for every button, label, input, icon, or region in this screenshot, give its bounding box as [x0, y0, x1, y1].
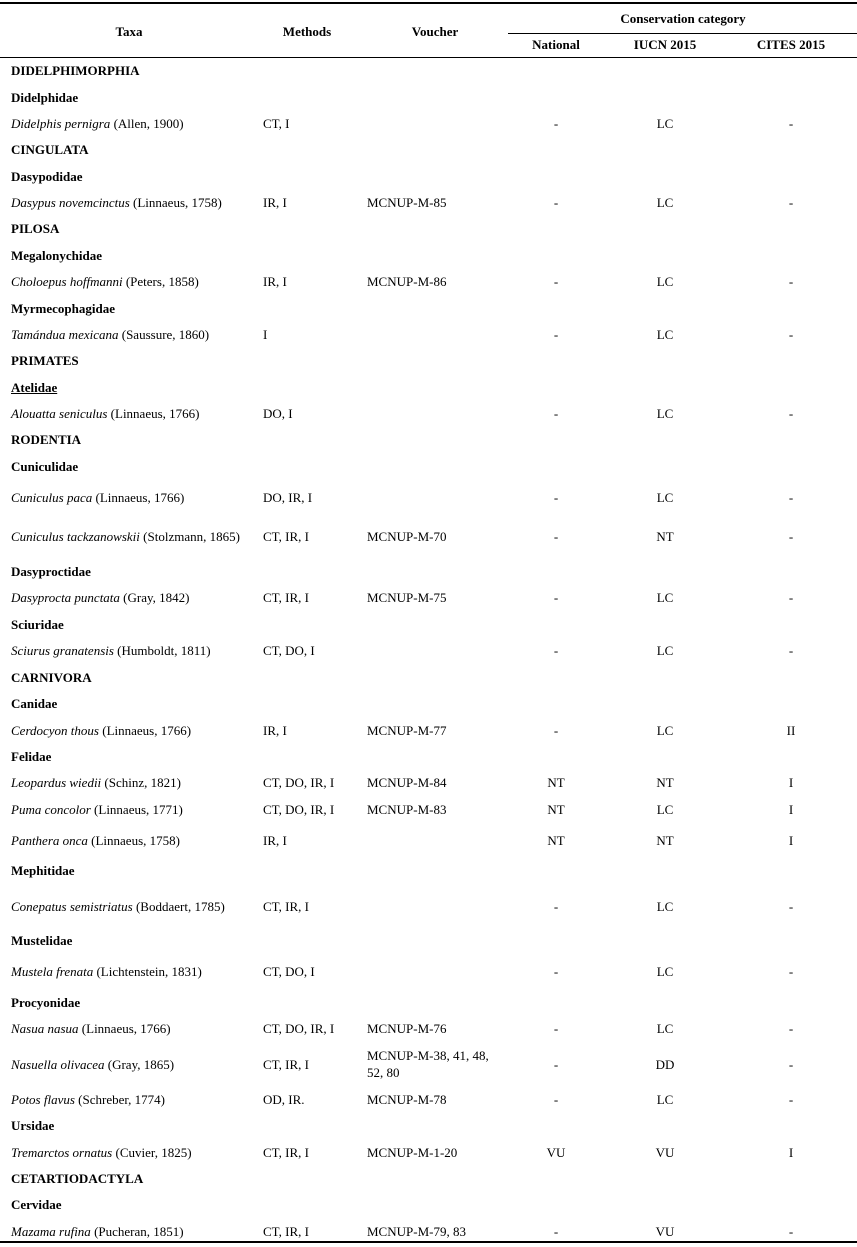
species-taxon [11, 1020, 256, 1037]
cites-cell: - [788, 642, 794, 658]
national-cell: - [553, 722, 559, 738]
national-cell: - [553, 1223, 559, 1239]
family-name: Dasyproctidae [11, 563, 91, 579]
species-authority: (Schreber, 1774) [74, 1091, 166, 1107]
species-taxon [11, 115, 256, 132]
species-taxon [11, 589, 256, 606]
species-authority: (Saussure, 1860) [118, 326, 210, 342]
order-name: PILOSA [11, 220, 60, 236]
national-cell: - [553, 194, 559, 210]
species-taxon [11, 1056, 256, 1073]
order-name: CARNIVORA [11, 669, 92, 685]
order-name: CINGULATA [11, 141, 89, 157]
methods-cell: CT, DO, IR, I [263, 774, 335, 790]
species-name: Panthera onca [11, 832, 88, 848]
species-authority: (Humboldt, 1811) [113, 642, 211, 658]
family-name: Myrmecophagidae [11, 300, 115, 316]
national-cell: - [553, 273, 559, 289]
species-name: Dasypus novemcinctus [11, 194, 130, 210]
species-name: Choloepus hoffmanni [11, 273, 123, 289]
species-name: Alouatta seniculus [11, 405, 108, 421]
national-cell: - [553, 405, 559, 421]
cites-cell: - [788, 405, 794, 421]
species-name: Mazama rufina [11, 1223, 91, 1239]
header-voucher: Voucher [411, 24, 459, 39]
voucher-cell: MCNUP-M-83 [367, 801, 447, 817]
cites-cell: - [788, 489, 794, 505]
species-authority: (Linnaeus, 1771) [90, 801, 183, 817]
methods-cell: CT, IR, I [263, 898, 309, 914]
national-cell: - [553, 115, 559, 131]
national-cell: - [553, 642, 559, 658]
species-name: Nasua nasua [11, 1020, 79, 1036]
species-name: Mustela frenata [11, 963, 94, 979]
family-name: Cuniculidae [11, 458, 79, 474]
family-name: Mephitidae [11, 862, 75, 878]
cites-cell: - [788, 589, 794, 605]
species-name: Leopardus wiedii [11, 774, 102, 790]
species-authority: (Stolzmann, 1865) [139, 528, 240, 544]
national-cell: NT [547, 774, 565, 790]
species-name: Tamándua mexicana [11, 326, 119, 342]
conservation-header-rule [508, 33, 857, 34]
header-taxa: Taxa [115, 24, 143, 39]
cites-cell: - [788, 194, 794, 210]
iucn-cell: VU [655, 1144, 675, 1160]
species-authority: (Linnaeus, 1758) [87, 832, 180, 848]
methods-cell: CT, DO, I [263, 642, 315, 658]
species-authority: (Boddaert, 1785) [132, 898, 225, 914]
species-taxon [11, 273, 256, 290]
methods-cell: CT, IR, I [263, 589, 309, 605]
iucn-cell: LC [656, 405, 674, 421]
national-cell: NT [547, 832, 565, 848]
methods-cell: CT, I [263, 115, 290, 131]
national-cell: - [553, 1020, 559, 1036]
voucher-cell: MCNUP-M-38, 41, 48, 52, 80 [367, 1048, 489, 1080]
species-taxon [11, 898, 256, 915]
voucher-cell: MCNUP-M-85 [367, 194, 447, 210]
species-authority: (Allen, 1900) [110, 115, 184, 131]
iucn-cell: LC [656, 642, 674, 658]
iucn-cell: LC [656, 1020, 674, 1036]
species-authority: (Linnaeus, 1766) [92, 489, 185, 505]
family-name: Dasypodidae [11, 168, 83, 184]
family-name: Atelidae [11, 379, 58, 395]
voucher-cell: MCNUP-M-79, 83 [367, 1223, 466, 1239]
cites-cell: - [788, 963, 794, 979]
methods-cell: IR, I [263, 273, 287, 289]
cites-cell: - [788, 1056, 794, 1072]
cites-cell: I [788, 832, 794, 848]
iucn-cell: LC [656, 273, 674, 289]
header-iucn: IUCN 2015 [633, 37, 697, 52]
iucn-cell: NT [656, 528, 674, 544]
iucn-cell: LC [656, 489, 674, 505]
family-name: Cervidae [11, 1196, 62, 1212]
voucher-cell: MCNUP-M-86 [367, 273, 447, 289]
species-authority: (Gray, 1842) [119, 589, 190, 605]
species-authority: (Cuvier, 1825) [112, 1144, 192, 1160]
family-name: Mustelidae [11, 932, 73, 948]
family-name: Ursidae [11, 1117, 55, 1133]
national-cell: - [553, 963, 559, 979]
methods-cell: CT, DO, IR, I [263, 801, 335, 817]
iucn-cell: LC [656, 801, 674, 817]
methods-cell: CT, DO, I [263, 963, 315, 979]
national-cell: - [553, 326, 559, 342]
species-authority: (Gray, 1865) [104, 1056, 175, 1072]
voucher-cell: MCNUP-M-77 [367, 722, 447, 738]
voucher-cell: MCNUP-M-76 [367, 1020, 447, 1036]
species-taxon [11, 1091, 256, 1108]
order-name: DIDELPHIMORPHIA [11, 62, 140, 78]
methods-cell: IR, I [263, 194, 287, 210]
cites-cell: - [788, 1223, 794, 1239]
species-taxon [11, 489, 256, 506]
species-taxon [11, 528, 256, 545]
cites-cell: - [788, 898, 794, 914]
species-name: Conepatus semistriatus [11, 898, 133, 914]
order-name: RODENTIA [11, 431, 82, 447]
cites-cell: II [786, 722, 796, 738]
species-name: Potos flavus [11, 1091, 75, 1107]
national-cell: - [553, 489, 559, 505]
voucher-cell: MCNUP-M-1-20 [367, 1144, 458, 1160]
cites-cell: - [788, 326, 794, 342]
species-name: Didelphis pernigra [11, 115, 111, 131]
header-national: National [532, 37, 580, 52]
national-cell: - [553, 528, 559, 544]
voucher-cell: MCNUP-M-84 [367, 774, 447, 790]
iucn-cell: LC [656, 1091, 674, 1107]
species-name: Cuniculus tackzanowskii [11, 528, 140, 544]
species-taxon [11, 722, 256, 739]
species-taxon [11, 963, 256, 980]
cites-cell: I [788, 774, 794, 790]
national-cell: - [553, 589, 559, 605]
cites-cell: I [788, 801, 794, 817]
species-authority: (Linnaeus, 1766) [98, 722, 192, 738]
species-authority: (Linnaeus, 1766) [78, 1020, 171, 1036]
iucn-cell: NT [656, 774, 674, 790]
voucher-cell: MCNUP-M-75 [367, 589, 447, 605]
iucn-cell: LC [656, 115, 674, 131]
voucher-cell: MCNUP-M-78 [367, 1091, 447, 1107]
national-cell: - [553, 1056, 559, 1072]
species-name: Tremarctos ornatus [11, 1144, 113, 1160]
voucher-cell: MCNUP-M-70 [367, 528, 447, 544]
iucn-cell: VU [655, 1223, 675, 1239]
species-taxon [11, 326, 256, 343]
header-bottom-rule [0, 57, 857, 58]
header-conservation-category: Conservation category [620, 11, 746, 26]
iucn-cell: LC [656, 326, 674, 342]
family-name: Procyonidae [11, 994, 81, 1010]
table-bottom-rule [0, 1241, 857, 1243]
species-taxon [11, 1223, 256, 1240]
cites-cell: - [788, 528, 794, 544]
species-authority: (Schinz, 1821) [101, 774, 181, 790]
cites-cell: - [788, 273, 794, 289]
family-name: Megalonychidae [11, 247, 102, 263]
methods-cell: CT, IR, I [263, 1223, 309, 1239]
cites-cell: - [788, 1020, 794, 1036]
order-name: CETARTIODACTYLA [11, 1170, 144, 1186]
cites-cell: - [788, 115, 794, 131]
header-cites: CITES 2015 [756, 37, 826, 52]
iucn-cell: LC [656, 963, 674, 979]
species-name: Cerdocyon thous [11, 722, 99, 738]
species-name: Puma concolor [11, 801, 91, 817]
iucn-cell: LC [656, 589, 674, 605]
methods-cell: CT, DO, IR, I [263, 1020, 335, 1036]
national-cell: VU [546, 1144, 566, 1160]
species-taxon [11, 774, 256, 791]
cites-cell: I [788, 1144, 794, 1160]
species-authority: (Linnaeus, 1758) [129, 194, 222, 210]
table-top-rule [0, 2, 857, 4]
methods-cell: CT, IR, I [263, 1144, 309, 1160]
iucn-cell: LC [656, 722, 674, 738]
species-name: Nasuella olivacea [11, 1056, 105, 1072]
iucn-cell: DD [655, 1056, 675, 1072]
methods-cell: CT, IR, I [263, 528, 309, 544]
species-taxon [11, 832, 256, 849]
methods-cell: DO, IR, I [263, 489, 313, 505]
family-name: Felidae [11, 748, 52, 764]
species-taxon [11, 801, 256, 818]
national-cell: NT [547, 801, 565, 817]
family-name: Canidae [11, 695, 58, 711]
species-taxon [11, 642, 256, 659]
cites-cell: - [788, 1091, 794, 1107]
family-name: Didelphidae [11, 89, 79, 105]
header-methods: Methods [282, 24, 332, 39]
species-authority: (Pucheran, 1851) [90, 1223, 184, 1239]
species-name: Dasyprocta punctata [11, 589, 120, 605]
species-authority: (Linnaeus, 1766) [107, 405, 200, 421]
species-taxon [11, 405, 256, 422]
iucn-cell: LC [656, 194, 674, 210]
species-authority: (Lichtenstein, 1831) [93, 963, 202, 979]
methods-cell: IR, I [263, 722, 287, 738]
national-cell: - [553, 898, 559, 914]
species-authority: (Peters, 1858) [122, 273, 199, 289]
methods-cell: IR, I [263, 832, 287, 848]
species-name: Cuniculus paca [11, 489, 93, 505]
iucn-cell: LC [656, 898, 674, 914]
order-name: PRIMATES [11, 352, 79, 368]
family-name: Sciuridae [11, 616, 64, 632]
species-name: Sciurus granatensis [11, 642, 114, 658]
methods-cell: OD, IR. [263, 1091, 305, 1107]
species-taxon [11, 1144, 256, 1161]
iucn-cell: NT [656, 832, 674, 848]
methods-cell: CT, IR, I [263, 1056, 309, 1072]
methods-cell: I [263, 326, 268, 342]
national-cell: - [553, 1091, 559, 1107]
methods-cell: DO, I [263, 405, 293, 421]
species-taxon [11, 194, 256, 211]
